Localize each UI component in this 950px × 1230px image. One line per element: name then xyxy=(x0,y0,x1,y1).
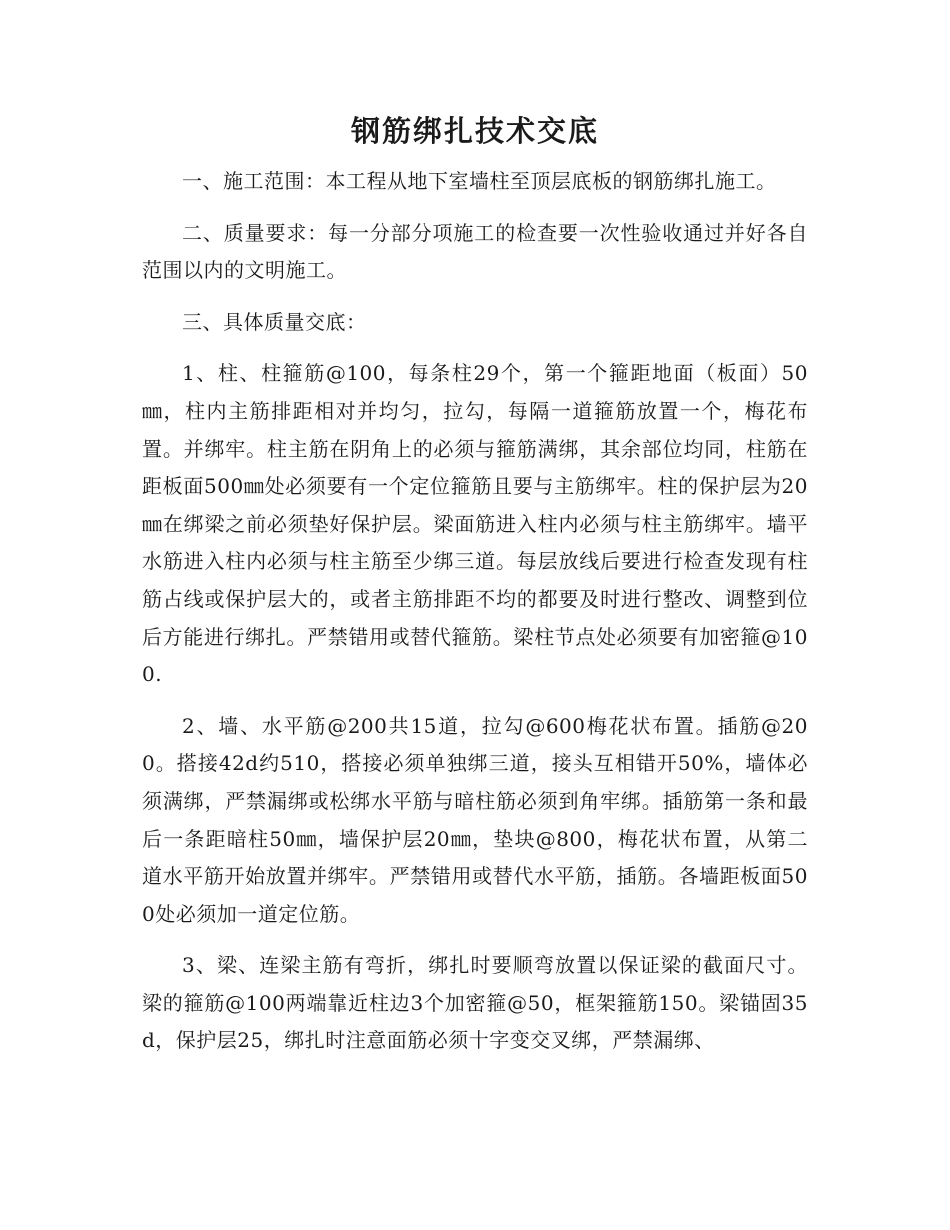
paragraph-scope: 一、施工范围：本工程从地下室墙柱至顶层底板的钢筋绑扎施工。 xyxy=(182,169,777,193)
paragraph-columns: 1、柱、柱箍筋@100，每条柱29个，第一个箍距地面（板面）50㎜，柱内主筋排距相对并均匀，拉勾，每隔一道箍筋放置一个，梅花布置。并绑牢。柱主筋在阴角上的必须与箍筋满绑，其余部位均同，柱筋在距板面500㎜处必须要有一个定位箍筋且要与主筋绑牢。柱的保护层为20㎜在绑梁之前必须垫好保护层。梁面筋进入柱内必须与柱主筋绑牢。墙平水筋进入柱内必须与柱主筋至少绑三道。每层放线后要进行检查发现有柱筋占线或保护层大的，或者主筋排距不均的都要及时进行整改、调整到位后方能进行绑扎。严禁错用或替代箍筋。梁柱节点处必须要有加密箍@100. xyxy=(142,361,808,687)
paragraph-quality-requirements: 二、质量要求：每一分部分项施工的检查要一次性验收通过并好各自范围以内的文明施工。 xyxy=(142,220,808,283)
document-body xyxy=(142,163,808,1074)
paragraph-quality-briefing-heading: 三、具体质量交底： xyxy=(182,309,367,334)
paragraph-walls: 2、墙、水平筋@200共15道，拉勾@600梅花状布置。插筋@200。搭接42d约510，搭接必须单独绑三道，接头互相错开50%，墙体必须满绑，严禁漏绑或松绑水平筋与暗柱筋必须到角牢绑。插筋第一条和最后一条距暗柱50㎜，墙保护层20㎜，垫块@800，梅花状布置，从第二道水平筋开始放置并绑牢。严禁错用或替代水平筋，插筋。各墙距板面500处必须加一道定位筋。 xyxy=(142,713,808,926)
paragraph-beams: 3、梁、连梁主筋有弯折，绑扎时要顺弯放置以保证梁的截面尺寸。梁的箍筋@100两端靠近柱边3个加密箍@50，框架箍筋150。梁锚固35d，保护层25，绑扎时注意面筋必须十字变交叉绑，严禁漏绑、 xyxy=(142,953,808,1053)
document-title: 钢筋绑扎技术交底 xyxy=(350,114,599,148)
